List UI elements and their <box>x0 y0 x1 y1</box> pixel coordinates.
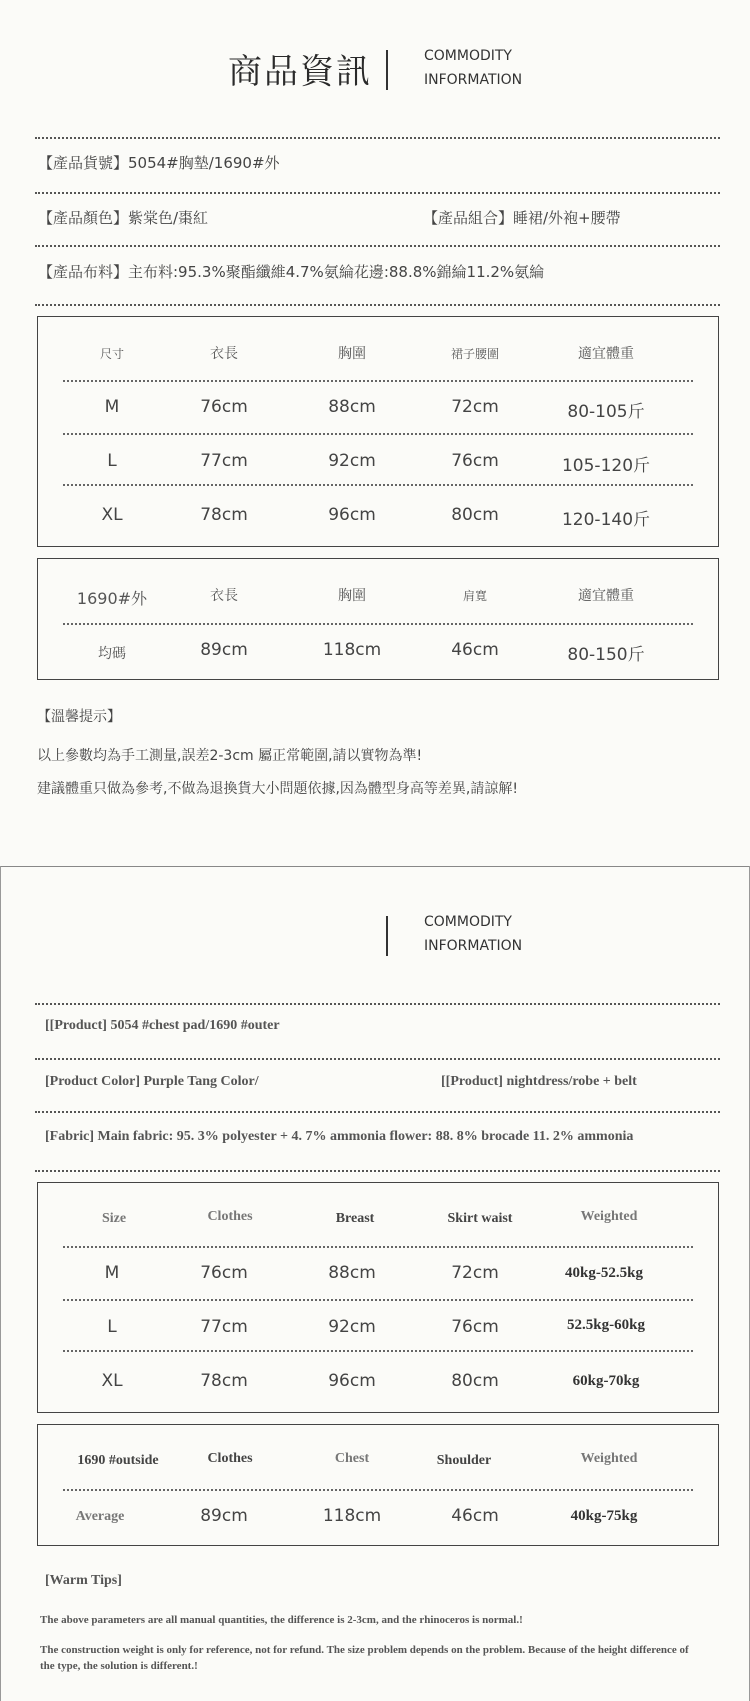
product-color: [Product Color] Purple Tang Color/ <box>45 1074 259 1089</box>
divider <box>63 1489 693 1491</box>
divider <box>63 1350 693 1352</box>
cell-length: 76cm <box>200 397 248 417</box>
header-size: Size <box>101 1211 127 1226</box>
cell-chest: 92cm <box>328 451 376 471</box>
header-chest: Breast <box>335 1211 375 1226</box>
cell-waist: 72cm <box>451 397 499 417</box>
tip-line: 建議體重只做為參考,不做為退換貨大小問題依據,因為體型身高等差異,請諒解! <box>37 781 518 797</box>
divider <box>63 380 693 382</box>
cell-size: M <box>104 397 120 417</box>
product-color: 【產品顏色】紫棠色/棗紅 <box>38 209 209 227</box>
cell-chest: 96cm <box>328 1371 376 1391</box>
header-chest: Chest <box>334 1451 370 1466</box>
cell-length: 77cm <box>200 1317 248 1337</box>
title-en-line2: INFORMATION <box>424 938 523 954</box>
title-divider <box>386 50 388 90</box>
cell-weight: 52.5kg-60kg <box>567 1317 645 1333</box>
size-table <box>37 1182 719 1413</box>
divider <box>63 623 693 625</box>
page-title: 商品資訊 <box>228 52 372 92</box>
header-style: 1690#外 <box>76 589 148 608</box>
product-combo: [[Product] nightdress/robe + belt <box>441 1074 637 1089</box>
tip-line: The construction weight is only for reference, not for refund. The size problem depends on the problem. Because of the height difference of the type, the solution is different.! <box>40 1644 689 1672</box>
cell-weight: 40kg-75kg <box>570 1508 638 1524</box>
header-waist: 裙子腰圍 <box>450 347 500 361</box>
header-length: 衣長 <box>210 588 238 604</box>
title-en <box>424 44 522 92</box>
cell-waist: 80cm <box>451 505 499 525</box>
product-combo: 【產品組合】睡裙/外袍+腰帶 <box>423 209 621 227</box>
header-shoulder: Shoulder <box>436 1453 492 1468</box>
cell-weight: 120-140斤 <box>561 510 651 530</box>
header-chest: 胸圍 <box>338 588 366 604</box>
divider <box>35 1170 720 1172</box>
tip-line: 以上參數均為手工測量,誤差2-3cm 屬正常範圍,請以實物為準! <box>37 748 423 764</box>
bottom-section <box>0 866 750 1701</box>
product-number: 【產品貨號】5054#胸墊/1690#外 <box>38 154 280 172</box>
cell-chest: 118cm <box>322 640 382 660</box>
divider <box>35 1058 720 1060</box>
product-fabric: [Fabric] Main fabric: 95. 3% polyester + 4. 7% ammonia flower: 88. 8% brocade 11. 2% ammonia <box>45 1129 634 1144</box>
divider <box>35 304 720 306</box>
cell-weight: 60kg-70kg <box>572 1373 640 1389</box>
divider <box>63 433 693 435</box>
header-length: Clothes <box>207 1209 253 1224</box>
title-en-line2: INFORMATION <box>424 72 523 88</box>
tips-title: [Warm Tips] <box>45 1573 122 1588</box>
divider <box>35 1111 720 1113</box>
header-style: 1690 #outside <box>77 1453 159 1468</box>
cell-weight: 80-150斤 <box>567 645 645 665</box>
cell-chest: 88cm <box>328 1263 376 1283</box>
cell-size: M <box>104 1263 120 1283</box>
outer-size-table <box>37 558 719 680</box>
title-divider <box>386 916 388 956</box>
divider <box>63 1246 693 1248</box>
title-en-line1: COMMODITY <box>424 48 512 64</box>
header-weight: 適宜體重 <box>578 588 634 604</box>
cell-weight: 80-105斤 <box>567 402 645 422</box>
cell-chest: 88cm <box>328 397 376 417</box>
cell-length: 78cm <box>200 1371 248 1391</box>
header-weight: Weighted <box>580 1451 638 1466</box>
cell-size: XL <box>101 505 123 525</box>
title-en <box>424 910 522 958</box>
divider <box>35 192 720 194</box>
divider <box>63 484 693 486</box>
cell-length: 89cm <box>200 1506 248 1526</box>
cell-chest: 92cm <box>328 1317 376 1337</box>
header-length: 衣長 <box>210 346 238 362</box>
header-length: Clothes <box>207 1451 253 1466</box>
size-table <box>37 316 719 547</box>
cell-size: Average <box>75 1509 125 1524</box>
cell-length: 89cm <box>200 640 248 660</box>
divider <box>35 245 720 247</box>
cell-shoulder: 46cm <box>451 640 499 660</box>
header-chest: 胸圍 <box>338 346 366 362</box>
tips-title: 【溫馨提示】 <box>37 709 121 725</box>
cell-weight: 105-120斤 <box>561 456 651 476</box>
divider <box>35 1003 720 1005</box>
cell-size: XL <box>101 1371 123 1391</box>
cell-chest: 118cm <box>322 1506 382 1526</box>
cell-size: L <box>107 451 117 471</box>
divider <box>63 1299 693 1301</box>
cell-size: L <box>107 1317 117 1337</box>
outer-size-table <box>37 1424 719 1546</box>
cell-waist: 76cm <box>451 451 499 471</box>
header-weight: 適宜體重 <box>578 346 634 362</box>
tip-line: The above parameters are all manual quantities, the difference is 2-3cm, and the rhinoceros is normal.! <box>40 1614 523 1626</box>
title-en-line1: COMMODITY <box>424 914 512 930</box>
cell-length: 78cm <box>200 505 248 525</box>
cell-waist: 80cm <box>451 1371 499 1391</box>
cell-waist: 76cm <box>451 1317 499 1337</box>
cell-chest: 96cm <box>328 505 376 525</box>
header-size: 尺寸 <box>99 347 125 361</box>
cell-waist: 72cm <box>451 1263 499 1283</box>
header-weight: Weighted <box>580 1209 638 1224</box>
product-fabric: 【產品布料】主布料:95.3%聚酯纖維4.7%氨綸花邊:88.8%錦綸11.2%氨綸 <box>38 263 545 281</box>
cell-length: 76cm <box>200 1263 248 1283</box>
cell-weight: 40kg-52.5kg <box>565 1265 643 1281</box>
cell-shoulder: 46cm <box>451 1506 499 1526</box>
cell-length: 77cm <box>200 451 248 471</box>
cell-size: 均碼 <box>98 646 126 662</box>
header-shoulder: 肩寬 <box>462 589 488 603</box>
product-number: [[Product] 5054 #chest pad/1690 #outer <box>45 1018 280 1033</box>
header-waist: Skirt waist <box>447 1211 513 1226</box>
divider <box>35 137 720 139</box>
